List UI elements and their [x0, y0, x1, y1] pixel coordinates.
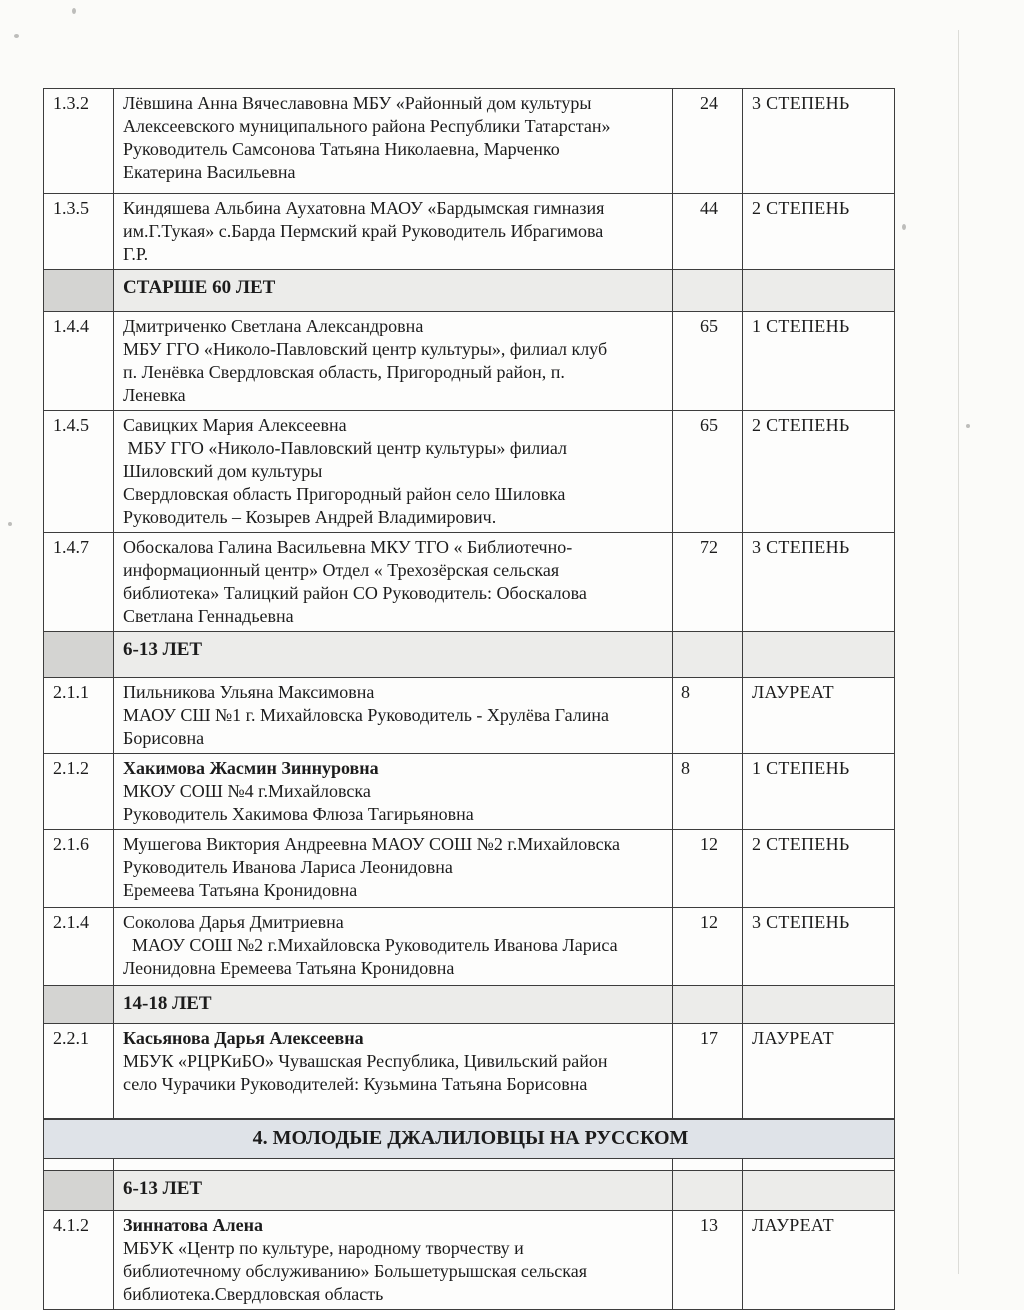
row-id-cell: 4.1.2: [44, 1211, 114, 1310]
section-id-cell: [44, 270, 114, 312]
spacer-cell: [114, 1159, 673, 1171]
award-cell: 3 СТЕПЕНЬ: [743, 533, 895, 632]
participant-line: Алексеевского муниципального района Республики Татарстан»: [123, 116, 611, 136]
scan-edge-line: [958, 30, 959, 1274]
participant-cell: [114, 411, 673, 533]
participant-line: Руководитель Самсонова Татьяна Николаевна, Марченко: [123, 139, 560, 159]
participant-line: МКОУ СОШ №4 г.Михайловска: [123, 781, 371, 801]
row-id-cell: 2.1.4: [44, 908, 114, 986]
participant-line: МАОУ СОШ №2 г.Михайловска Руководитель Иванова Лариса: [123, 935, 618, 955]
results-table: [43, 88, 895, 1310]
table-row: [44, 533, 895, 632]
participant-line: Шиловский дом культуры: [123, 461, 323, 481]
row-id-cell: 2.1.6: [44, 830, 114, 908]
age-cell: [673, 632, 743, 678]
row-id-cell: 1.4.4: [44, 312, 114, 411]
participant-cell: [114, 754, 673, 830]
table-row: [44, 89, 895, 194]
participant-line: библиотека.Свердловская область: [123, 1284, 384, 1304]
row-id-cell: 2.1.2: [44, 754, 114, 830]
participant-line: Екатерина Васильевна: [123, 162, 296, 182]
participant-line: Еремеева Татьяна Кронидовна: [123, 880, 358, 900]
age-cell: [673, 986, 743, 1024]
age-cell: 13: [673, 1211, 743, 1310]
age-cell: [673, 1171, 743, 1211]
award-cell: [743, 270, 895, 312]
age-category-row: [44, 1171, 895, 1211]
participant-cell: [114, 194, 673, 270]
age-category-label: СТАРШЕ 60 ЛЕТ: [114, 270, 673, 312]
participant-line: Руководитель Хакимова Флюза Тагирьяновна: [123, 804, 474, 824]
participant-line: Лёвшина Анна Вячеславовна МБУ «Районный дом культуры: [123, 93, 592, 113]
scan-speckle: [14, 34, 19, 38]
participant-line: Леонидовна Еремеева Татьяна Кронидовна: [123, 958, 455, 978]
participant-line: Светлана Геннадьевна: [123, 606, 294, 626]
category-header-row: [44, 1119, 895, 1159]
award-cell: 2 СТЕПЕНЬ: [743, 411, 895, 533]
table-row: [44, 754, 895, 830]
participant-line: Пильникова Ульяна Максимовна: [123, 682, 375, 702]
section-id-cell: [44, 632, 114, 678]
table-row: [44, 830, 895, 908]
table-row: [44, 1024, 895, 1119]
age-category-label: 14-18 ЛЕТ: [114, 986, 673, 1024]
participant-cell: [114, 312, 673, 411]
participant-cell: [114, 678, 673, 754]
age-category-row: [44, 270, 895, 312]
row-id-cell: 1.4.5: [44, 411, 114, 533]
award-cell: ЛАУРЕАТ: [743, 1024, 895, 1119]
participant-cell: [114, 1024, 673, 1119]
row-id-cell: 1.3.2: [44, 89, 114, 194]
table-row: [44, 411, 895, 533]
participant-line: Касьянова Дарья Алексеевна: [123, 1028, 364, 1048]
scan-speckle: [72, 8, 76, 14]
participant-line: Руководитель Иванова Лариса Леонидовна: [123, 857, 453, 877]
row-id-cell: 2.1.1: [44, 678, 114, 754]
participant-line: Г.Р.: [123, 244, 149, 264]
age-cell: 72: [673, 533, 743, 632]
participant-line: Руководитель – Козырев Андрей Владимирович.: [123, 507, 497, 527]
participant-line: Киндяшева Альбина Аухатовна МАОУ «Бардымская гимназия: [123, 198, 605, 218]
participant-line: п. Ленёвка Свердловская область, Пригородный район, п.: [123, 362, 565, 382]
participant-line: МБУК «Центр по культуре, народному творчеству и: [123, 1238, 524, 1258]
participant-line: библиотека» Талицкий район СО Руководитель: Обоскалова: [123, 583, 587, 603]
participant-cell: [114, 533, 673, 632]
section-id-cell: [44, 986, 114, 1024]
age-cell: 8: [673, 754, 743, 830]
table-row: [44, 312, 895, 411]
award-cell: [743, 986, 895, 1024]
award-cell: [743, 632, 895, 678]
participant-line: информационный центр» Отдел « Трехозёрская сельская: [123, 560, 560, 580]
participant-line: Борисовна: [123, 728, 205, 748]
participant-cell: [114, 830, 673, 908]
row-id-cell: 2.2.1: [44, 1024, 114, 1119]
age-cell: 24: [673, 89, 743, 194]
spacer-cell: [44, 1159, 114, 1171]
row-id-cell: 1.3.5: [44, 194, 114, 270]
scan-speckle: [8, 522, 12, 526]
award-cell: 1 СТЕПЕНЬ: [743, 312, 895, 411]
age-cell: 12: [673, 908, 743, 986]
participant-line: Дмитриченко Светлана Александровна: [123, 316, 424, 336]
participant-line: МБУК «РЦРКиБО» Чувашская Республика, Цивильский район: [123, 1051, 608, 1071]
participant-line: МБУ ГГО «Николо-Павловский центр культуры», филиал клуб: [123, 339, 608, 359]
participant-line: Зиннатова Алена: [123, 1215, 263, 1235]
participant-line: Леневка: [123, 385, 186, 405]
age-cell: 8: [673, 678, 743, 754]
participant-line: Савицких Мария Алексеевна: [123, 415, 347, 435]
participant-line: село Чурачики Руководителей: Кузьмина Татьяна Борисовна: [123, 1074, 588, 1094]
award-cell: 3 СТЕПЕНЬ: [743, 89, 895, 194]
award-cell: 2 СТЕПЕНЬ: [743, 194, 895, 270]
age-category-row: [44, 986, 895, 1024]
age-category-row: [44, 632, 895, 678]
participant-line: Мушегова Виктория Андреевна МАОУ СОШ №2 г.Михайловска: [123, 834, 621, 854]
scan-speckle: [966, 424, 970, 428]
award-cell: ЛАУРЕАТ: [743, 1211, 895, 1310]
age-cell: 12: [673, 830, 743, 908]
participant-line: МАОУ СШ №1 г. Михайловска Руководитель - Хрулёва Галина: [123, 705, 609, 725]
category-header-label: 4. МОЛОДЫЕ ДЖАЛИЛОВЦЫ НА РУССКОМ: [44, 1119, 895, 1159]
age-cell: 65: [673, 312, 743, 411]
participant-line: Хакимова Жасмин Зиннуровна: [123, 758, 379, 778]
participant-cell: [114, 908, 673, 986]
age-cell: 44: [673, 194, 743, 270]
table-row: [44, 1211, 895, 1310]
scan-speckle: [902, 224, 906, 230]
participant-cell: [114, 1211, 673, 1310]
spacer-cell: [673, 1159, 743, 1171]
age-cell: [673, 270, 743, 312]
participant-line: библиотечному обслуживанию» Большетурышская сельская: [123, 1261, 588, 1281]
award-cell: 2 СТЕПЕНЬ: [743, 830, 895, 908]
participant-line: Свердловская область Пригородный район село Шиловка: [123, 484, 566, 504]
spacer-row: [44, 1159, 895, 1171]
participant-line: Соколова Дарья Дмитриевна: [123, 912, 344, 932]
award-cell: 1 СТЕПЕНЬ: [743, 754, 895, 830]
participant-cell: [114, 89, 673, 194]
section-id-cell: [44, 1171, 114, 1211]
row-id-cell: 1.4.7: [44, 533, 114, 632]
table-row: [44, 194, 895, 270]
award-cell: ЛАУРЕАТ: [743, 678, 895, 754]
age-category-label: 6-13 ЛЕТ: [114, 632, 673, 678]
table-row: [44, 678, 895, 754]
participant-line: МБУ ГГО «Николо-Павловский центр культуры» филиал: [123, 438, 567, 458]
award-cell: 3 СТЕПЕНЬ: [743, 908, 895, 986]
award-cell: [743, 1171, 895, 1211]
spacer-cell: [743, 1159, 895, 1171]
table-row: [44, 908, 895, 986]
age-category-label: 6-13 ЛЕТ: [114, 1171, 673, 1211]
age-cell: 65: [673, 411, 743, 533]
participant-line: им.Г.Тукая» с.Барда Пермский край Руководитель Ибрагимова: [123, 221, 604, 241]
age-cell: 17: [673, 1024, 743, 1119]
participant-line: Обоскалова Галина Васильевна МКУ ТГО « Библиотечно-: [123, 537, 573, 557]
